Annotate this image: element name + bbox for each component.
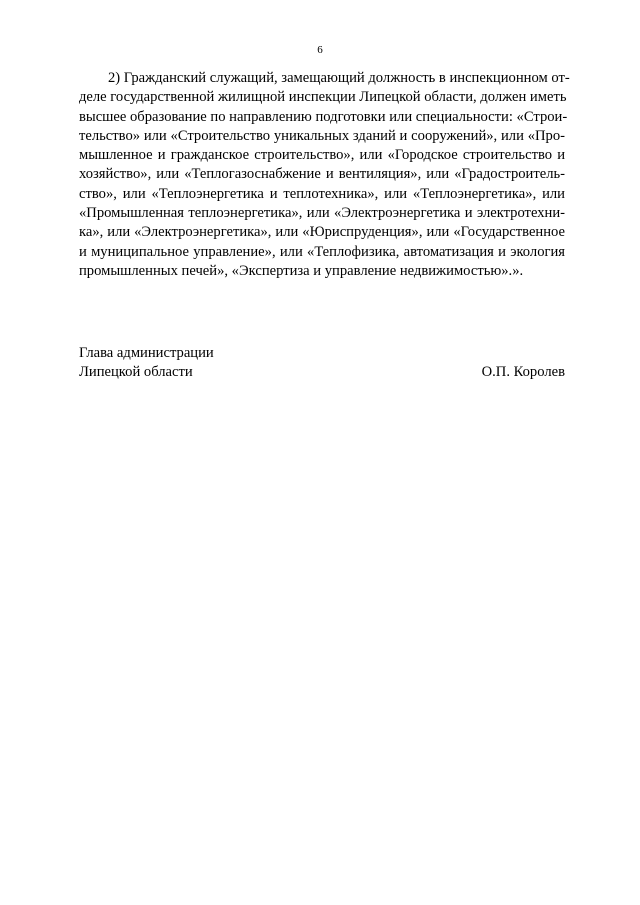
signatory-name: О.П. Королев xyxy=(481,364,565,380)
signatory-title-line1: Глава администрации xyxy=(79,345,214,361)
body-paragraph xyxy=(79,69,570,281)
signature-row-2 xyxy=(79,363,565,382)
signature-row-1 xyxy=(79,344,565,363)
paragraph-line: ство», или «Теплоэнергетика и теплотехника», или «Теплоэнергетика», или xyxy=(79,185,565,202)
paragraph-line: тельство» или «Строительство уникальных зданий и сооружений», или «Про- xyxy=(79,127,565,144)
page-number: 6 xyxy=(317,44,323,56)
paragraph-line: и муниципальное управление», или «Теплофизика, автоматизация и экология xyxy=(79,243,565,260)
signature-block xyxy=(79,344,565,382)
signatory-title-line2: Липецкой области xyxy=(79,364,193,380)
paragraph-line: 2) Гражданский служащий, замещающий должность в инспекционном от- xyxy=(108,70,570,86)
paragraph-line: деле государственной жилищной инспекции Липецкой области, должен иметь xyxy=(79,89,567,106)
paragraph-line: ка», или «Электроэнергетика», или «Юриспруденция», или «Государственное xyxy=(79,224,565,241)
paragraph-line: хозяйство», или «Теплогазоснабжение и вентиляция», или «Градостроитель- xyxy=(79,166,565,183)
paragraph-line: промышленных печей», «Экспертиза и управление недвижимостью».». xyxy=(79,262,524,279)
paragraph-line: «Промышленная теплоэнергетика», или «Электроэнергетика и электротехни- xyxy=(79,205,565,222)
paragraph-line: мышленное и гражданское строительство», или «Городское строительство и xyxy=(79,147,565,164)
paragraph-line: высшее образование по направлению подготовки или специальности: «Строи- xyxy=(79,108,568,125)
